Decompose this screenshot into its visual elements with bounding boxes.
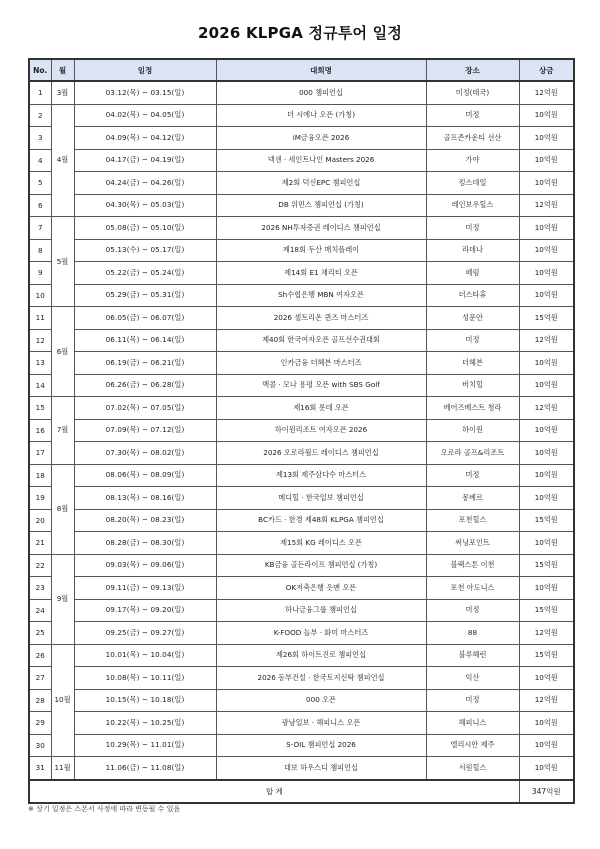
table-row bbox=[29, 127, 574, 150]
prize-cell: 10억원 bbox=[519, 419, 574, 442]
event-name-cell: 제26회 하이트진로 챔피언십 bbox=[216, 644, 426, 667]
prize-cell: 10억원 bbox=[519, 374, 574, 397]
event-name-cell: KB금융 골든라이프 챔피언십 (가칭) bbox=[216, 554, 426, 577]
event-name-cell: 제18회 두산 매치플레이 bbox=[216, 239, 426, 262]
table-row bbox=[29, 757, 574, 780]
prize-cell: 10억원 bbox=[519, 104, 574, 127]
table-row bbox=[29, 374, 574, 397]
prize-cell: 12억원 bbox=[519, 689, 574, 712]
table-row bbox=[29, 262, 574, 285]
table-row bbox=[29, 577, 574, 600]
venue-cell: 88 bbox=[426, 622, 519, 645]
event-name-cell: iM금융오픈 2026 bbox=[216, 127, 426, 150]
venue-cell: 골프존카운티 선산 bbox=[426, 127, 519, 150]
venue-cell: 가야 bbox=[426, 149, 519, 172]
event-name-cell: 하이원리조트 여자오픈 2026 bbox=[216, 419, 426, 442]
month-cell: 10월 bbox=[51, 644, 74, 757]
row-number: 5 bbox=[29, 172, 51, 195]
row-number: 6 bbox=[29, 194, 51, 217]
table-row bbox=[29, 644, 574, 667]
prize-cell: 12억원 bbox=[519, 622, 574, 645]
date-cell: 09.17(목) ~ 09.20(일) bbox=[74, 599, 216, 622]
venue-cell: 미정(태국) bbox=[426, 81, 519, 104]
venue-cell: 성문안 bbox=[426, 307, 519, 330]
table-row bbox=[29, 667, 574, 690]
row-number: 19 bbox=[29, 487, 51, 510]
column-header-date: 일정 bbox=[74, 59, 216, 81]
prize-cell: 12억원 bbox=[519, 81, 574, 104]
row-number: 31 bbox=[29, 757, 51, 780]
prize-cell: 15억원 bbox=[519, 599, 574, 622]
prize-cell: 15억원 bbox=[519, 644, 574, 667]
date-cell: 08.28(금) ~ 08.30(일) bbox=[74, 532, 216, 555]
row-number: 3 bbox=[29, 127, 51, 150]
prize-cell: 10억원 bbox=[519, 172, 574, 195]
venue-cell: 포천힐스 bbox=[426, 509, 519, 532]
date-cell: 04.17(금) ~ 04.19(일) bbox=[74, 149, 216, 172]
venue-cell: 미정 bbox=[426, 689, 519, 712]
row-number: 20 bbox=[29, 509, 51, 532]
row-number: 17 bbox=[29, 442, 51, 465]
table-row bbox=[29, 599, 574, 622]
row-number: 10 bbox=[29, 284, 51, 307]
month-cell: 11월 bbox=[51, 757, 74, 780]
prize-cell: 10억원 bbox=[519, 667, 574, 690]
month-cell: 7월 bbox=[51, 397, 74, 465]
column-header-event: 대회명 bbox=[216, 59, 426, 81]
event-name-cell: BC카드 · 한경 제48회 KLPGA 챔피언십 bbox=[216, 509, 426, 532]
event-name-cell: 2026 동부건설 · 한국토지신탁 챔피언십 bbox=[216, 667, 426, 690]
prize-cell: 10억원 bbox=[519, 284, 574, 307]
prize-cell: 12억원 bbox=[519, 194, 574, 217]
prize-cell: 10억원 bbox=[519, 577, 574, 600]
table-row bbox=[29, 734, 574, 757]
event-name-cell: 넥센 · 세인트나인 Masters 2026 bbox=[216, 149, 426, 172]
table-row bbox=[29, 81, 574, 104]
date-cell: 06.05(금) ~ 06.07(일) bbox=[74, 307, 216, 330]
venue-cell: 몽베르 bbox=[426, 487, 519, 510]
event-name-cell: 제14회 E1 채리티 오픈 bbox=[216, 262, 426, 285]
row-number: 18 bbox=[29, 464, 51, 487]
event-name-cell: S-OIL 챔피언십 2026 bbox=[216, 734, 426, 757]
event-name-cell: OK저축은행 읏맨 오픈 bbox=[216, 577, 426, 600]
table-row bbox=[29, 217, 574, 240]
venue-cell: 써닝포인트 bbox=[426, 532, 519, 555]
row-number: 30 bbox=[29, 734, 51, 757]
prize-cell: 15억원 bbox=[519, 509, 574, 532]
prize-cell: 10억원 bbox=[519, 757, 574, 780]
venue-cell: 익산 bbox=[426, 667, 519, 690]
table-row bbox=[29, 622, 574, 645]
prize-cell: 12억원 bbox=[519, 397, 574, 420]
row-number: 9 bbox=[29, 262, 51, 285]
event-name-cell: 제2회 덕신EPC 챔피언십 bbox=[216, 172, 426, 195]
row-number: 23 bbox=[29, 577, 51, 600]
event-name-cell: 인카금융 더헤븐 마스터즈 bbox=[216, 352, 426, 375]
table-row bbox=[29, 554, 574, 577]
date-cell: 10.22(목) ~ 10.25(일) bbox=[74, 712, 216, 735]
date-cell: 09.03(목) ~ 09.06(일) bbox=[74, 554, 216, 577]
prize-cell: 10억원 bbox=[519, 442, 574, 465]
event-name-cell: K-FOOD 놀부 · 화미 마스터즈 bbox=[216, 622, 426, 645]
prize-cell: 10억원 bbox=[519, 217, 574, 240]
row-number: 12 bbox=[29, 329, 51, 352]
event-name-cell: 광남일보 · 해피니스 오픈 bbox=[216, 712, 426, 735]
table-row bbox=[29, 194, 574, 217]
row-number: 2 bbox=[29, 104, 51, 127]
row-number: 27 bbox=[29, 667, 51, 690]
event-name-cell: 제15회 KG 레이디스 오픈 bbox=[216, 532, 426, 555]
month-cell: 9월 bbox=[51, 554, 74, 644]
event-name-cell: 메디힐 · 한국일보 챔피언십 bbox=[216, 487, 426, 510]
table-row bbox=[29, 352, 574, 375]
table-row bbox=[29, 509, 574, 532]
date-cell: 07.09(목) ~ 07.12(일) bbox=[74, 419, 216, 442]
prize-cell: 10억원 bbox=[519, 532, 574, 555]
venue-cell: 해피니스 bbox=[426, 712, 519, 735]
date-cell: 11.06(금) ~ 11.08(일) bbox=[74, 757, 216, 780]
table-row bbox=[29, 419, 574, 442]
date-cell: 05.29(금) ~ 05.31(일) bbox=[74, 284, 216, 307]
date-cell: 07.30(목) ~ 08.02(일) bbox=[74, 442, 216, 465]
table-row bbox=[29, 329, 574, 352]
venue-cell: 미정 bbox=[426, 599, 519, 622]
column-header-venue: 장소 bbox=[426, 59, 519, 81]
table-row bbox=[29, 442, 574, 465]
venue-cell: 레인보우힐스 bbox=[426, 194, 519, 217]
month-cell: 5월 bbox=[51, 217, 74, 307]
table-row bbox=[29, 172, 574, 195]
row-number: 16 bbox=[29, 419, 51, 442]
prize-cell: 10억원 bbox=[519, 352, 574, 375]
month-cell: 8월 bbox=[51, 464, 74, 554]
venue-cell: 페럼 bbox=[426, 262, 519, 285]
date-cell: 10.15(목) ~ 10.18(일) bbox=[74, 689, 216, 712]
table-row bbox=[29, 307, 574, 330]
event-name-cell: 000 챔피언십 bbox=[216, 81, 426, 104]
table-row bbox=[29, 284, 574, 307]
event-name-cell: 제16회 롯데 오픈 bbox=[216, 397, 426, 420]
venue-cell: 미정 bbox=[426, 217, 519, 240]
event-name-cell: 2026 NH투자증권 레이디스 챔피언십 bbox=[216, 217, 426, 240]
row-number: 13 bbox=[29, 352, 51, 375]
row-number: 11 bbox=[29, 307, 51, 330]
prize-cell: 10억원 bbox=[519, 127, 574, 150]
event-name-cell: 제13회 제주삼다수 마스터스 bbox=[216, 464, 426, 487]
date-cell: 10.01(목) ~ 10.04(일) bbox=[74, 644, 216, 667]
event-name-cell: 2026 셀트리온 퀸즈 마스터즈 bbox=[216, 307, 426, 330]
date-cell: 10.29(목) ~ 11.01(일) bbox=[74, 734, 216, 757]
date-cell: 08.06(목) ~ 08.09(일) bbox=[74, 464, 216, 487]
event-name-cell: 더 시에나 오픈 (가칭) bbox=[216, 104, 426, 127]
month-cell: 6월 bbox=[51, 307, 74, 397]
date-cell: 09.25(금) ~ 09.27(일) bbox=[74, 622, 216, 645]
event-name-cell: DB 위민스 챔피언십 (가칭) bbox=[216, 194, 426, 217]
prize-cell: 10억원 bbox=[519, 149, 574, 172]
prize-cell: 10억원 bbox=[519, 262, 574, 285]
table-row bbox=[29, 712, 574, 735]
event-name-cell: 하나금융그룹 챔피언십 bbox=[216, 599, 426, 622]
row-number: 25 bbox=[29, 622, 51, 645]
date-cell: 04.24(금) ~ 04.26(일) bbox=[74, 172, 216, 195]
venue-cell: 하이원 bbox=[426, 419, 519, 442]
venue-cell: 미정 bbox=[426, 104, 519, 127]
total-label: 합 계 bbox=[29, 780, 519, 803]
prize-cell: 10억원 bbox=[519, 464, 574, 487]
column-header-no: No. bbox=[29, 59, 51, 81]
column-header-prize: 상금 bbox=[519, 59, 574, 81]
table-row bbox=[29, 397, 574, 420]
row-number: 22 bbox=[29, 554, 51, 577]
venue-cell: 미정 bbox=[426, 464, 519, 487]
row-number: 4 bbox=[29, 149, 51, 172]
venue-cell: 더헤븐 bbox=[426, 352, 519, 375]
venue-cell: 엘리시안 제주 bbox=[426, 734, 519, 757]
prize-cell: 10억원 bbox=[519, 487, 574, 510]
venue-cell: 블루헤런 bbox=[426, 644, 519, 667]
event-name-cell: 대보 하우스디 챔피언십 bbox=[216, 757, 426, 780]
prize-cell: 10억원 bbox=[519, 734, 574, 757]
row-number: 24 bbox=[29, 599, 51, 622]
page-title: 2026 KLPGA 정규투어 일정 bbox=[197, 24, 403, 42]
table-row bbox=[29, 239, 574, 262]
row-number: 8 bbox=[29, 239, 51, 262]
date-cell: 03.12(목) ~ 03.15(일) bbox=[74, 81, 216, 104]
table-body bbox=[29, 81, 574, 780]
event-name-cell: 000 오픈 bbox=[216, 689, 426, 712]
prize-cell: 10억원 bbox=[519, 239, 574, 262]
table-row bbox=[29, 104, 574, 127]
prize-cell: 10억원 bbox=[519, 712, 574, 735]
event-name-cell: 2026 오로라월드 레이디스 챔피언십 bbox=[216, 442, 426, 465]
venue-cell: 오로라 골프&리조트 bbox=[426, 442, 519, 465]
prize-cell: 15억원 bbox=[519, 307, 574, 330]
row-number: 7 bbox=[29, 217, 51, 240]
date-cell: 06.11(목) ~ 06.14(일) bbox=[74, 329, 216, 352]
prize-cell: 12억원 bbox=[519, 329, 574, 352]
table-row bbox=[29, 532, 574, 555]
date-cell: 10.08(목) ~ 10.11(일) bbox=[74, 667, 216, 690]
venue-cell: 서원힐스 bbox=[426, 757, 519, 780]
schedule-table bbox=[28, 58, 575, 804]
row-number: 26 bbox=[29, 644, 51, 667]
table-header-row bbox=[29, 59, 574, 81]
table-row bbox=[29, 689, 574, 712]
event-name-cell: 맥콜 · 모나 용평 오픈 with SBS Golf bbox=[216, 374, 426, 397]
row-number: 1 bbox=[29, 81, 51, 104]
date-cell: 06.19(금) ~ 06.21(일) bbox=[74, 352, 216, 375]
date-cell: 04.30(목) ~ 05.03(일) bbox=[74, 194, 216, 217]
column-header-month: 월 bbox=[51, 59, 74, 81]
date-cell: 08.20(목) ~ 08.23(일) bbox=[74, 509, 216, 532]
date-cell: 05.08(금) ~ 05.10(일) bbox=[74, 217, 216, 240]
venue-cell: 베어즈베스트 청라 bbox=[426, 397, 519, 420]
row-number: 29 bbox=[29, 712, 51, 735]
date-cell: 05.22(금) ~ 05.24(일) bbox=[74, 262, 216, 285]
date-cell: 09.11(금) ~ 09.13(일) bbox=[74, 577, 216, 600]
venue-cell: 킹스데일 bbox=[426, 172, 519, 195]
row-number: 14 bbox=[29, 374, 51, 397]
table-row bbox=[29, 149, 574, 172]
date-cell: 05.13(수) ~ 05.17(일) bbox=[74, 239, 216, 262]
date-cell: 07.02(목) ~ 07.05(일) bbox=[74, 397, 216, 420]
date-cell: 06.26(금) ~ 06.28(일) bbox=[74, 374, 216, 397]
venue-cell: 라데나 bbox=[426, 239, 519, 262]
prize-cell: 15억원 bbox=[519, 554, 574, 577]
row-number: 28 bbox=[29, 689, 51, 712]
event-name-cell: Sh수협은행 MBN 여자오픈 bbox=[216, 284, 426, 307]
footnote: ※ 상기 일정은 스폰서 사정에 따라 변동될 수 있음 bbox=[28, 805, 181, 813]
table-row bbox=[29, 487, 574, 510]
event-name-cell: 제40회 한국여자오픈 골프선수권대회 bbox=[216, 329, 426, 352]
date-cell: 08.13(목) ~ 08.16(일) bbox=[74, 487, 216, 510]
date-cell: 04.09(목) ~ 04.12(일) bbox=[74, 127, 216, 150]
total-prize: 347억원 bbox=[519, 780, 574, 803]
venue-cell: 블랙스톤 이천 bbox=[426, 554, 519, 577]
venue-cell: 더스타휴 bbox=[426, 284, 519, 307]
row-number: 21 bbox=[29, 532, 51, 555]
venue-cell: 버치힐 bbox=[426, 374, 519, 397]
venue-cell: 미정 bbox=[426, 329, 519, 352]
total-row bbox=[29, 780, 574, 803]
row-number: 15 bbox=[29, 397, 51, 420]
date-cell: 04.02(목) ~ 04.05(일) bbox=[74, 104, 216, 127]
month-cell: 3월 bbox=[51, 81, 74, 104]
month-cell: 4월 bbox=[51, 104, 74, 217]
table-row bbox=[29, 464, 574, 487]
venue-cell: 포천 아도니스 bbox=[426, 577, 519, 600]
